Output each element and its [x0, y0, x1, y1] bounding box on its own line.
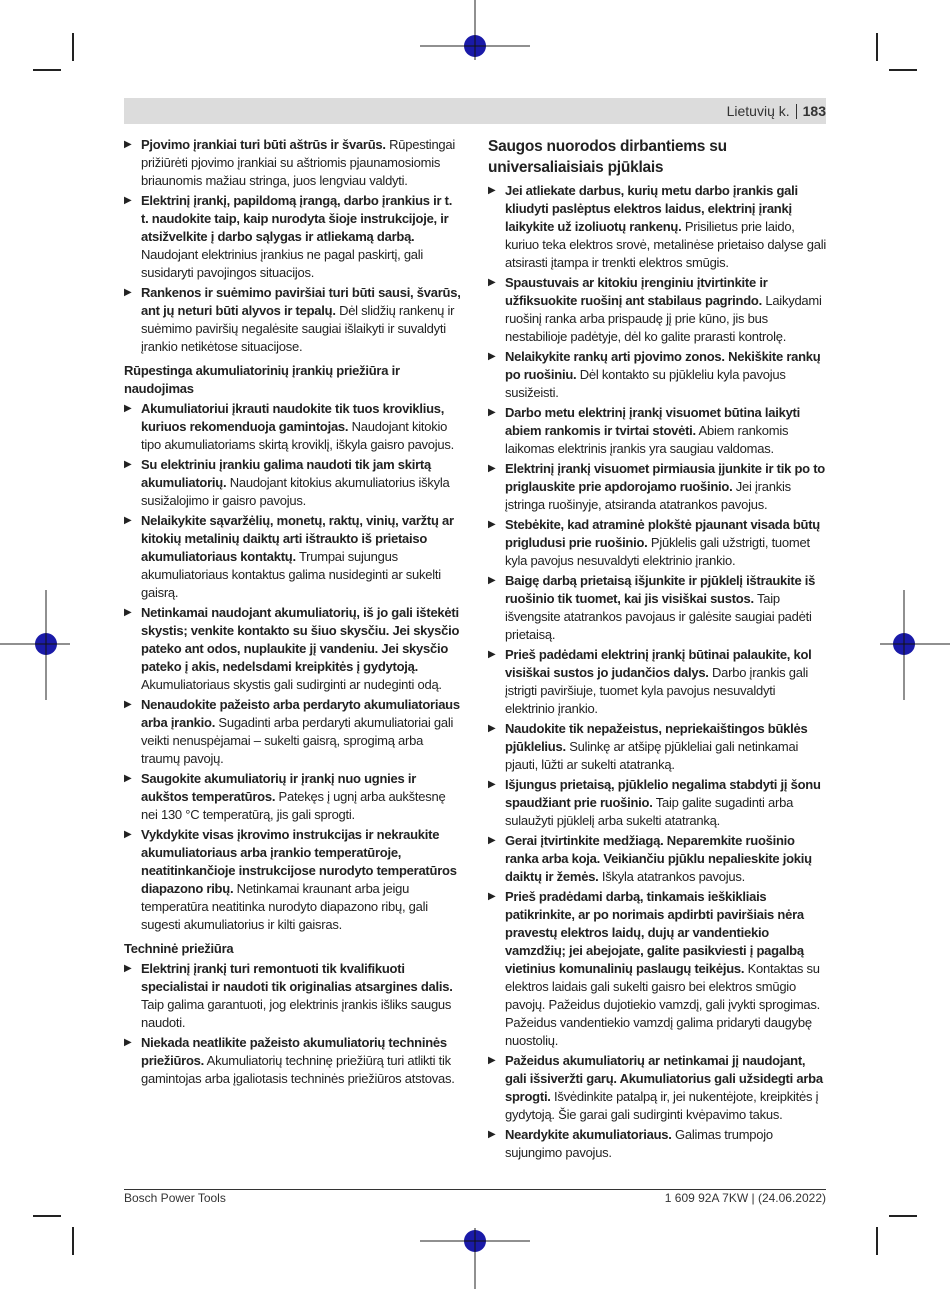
bullet-arrow-icon: ▶ [488, 1129, 496, 1140]
instruction-bold: Saugokite akumuliatorių ir įrankį nuo ugnies ir aukštos temperatūros. [141, 771, 417, 804]
safety-instruction [488, 832, 826, 886]
bullet-arrow-icon: ▶ [488, 649, 496, 660]
bullet-arrow-icon: ▶ [124, 139, 132, 150]
instruction-text: Dėl kontakto su pjūkleliu kyla pavojus susižeisti. [505, 367, 786, 400]
page-header [727, 98, 826, 124]
instruction-text: Prisilietus prie laido, kuriuo teka elektros srovė, metalinėse prietaiso dalyse gali atsirasti įtampa ir trenkti elektros smūgis. [505, 219, 827, 270]
safety-instruction [488, 1052, 826, 1124]
bullet-arrow-icon: ▶ [488, 277, 496, 288]
bullet-arrow-icon: ▶ [488, 779, 496, 790]
instruction-bold: Elektrinį įrankį, papildomą įrangą, darbo įrankius ir t. t. naudokite taip, kaip nurodyta šioje instrukcijoje, ir atsižvelkite į darbo sąlygas ir atliekamą darbą. [141, 193, 453, 244]
instruction-text: Naudojant kitokius akumuliatorius iškyla susižalojimo ir gaisro pavojus. [141, 475, 450, 508]
footer-document-id: 1 609 92A 7KW | (24.06.2022) [664, 1191, 826, 1205]
instruction-text: Abiem rankomis laikomas elektrinis įrankis yra saugiau valdomas. [505, 423, 789, 456]
instruction-text: Netinkamai kraunant arba jeigu temperatūra neatitinka nurodyto diapazono ribų, gali sugesti akumuliatorius ir kilti gaisras. [141, 881, 428, 932]
registration-mark-icon [420, 1228, 530, 1289]
registration-mark-icon [0, 590, 70, 700]
registration-mark-icon [420, 0, 530, 60]
instruction-text: Kontaktas su elektros laidais gali sukelti gaisro bei elektros smūgio pavojų. Pažeidus dujotiekio vamzdį, gali įvykti sprogimas. Pažeidus vandentiekio vamzdį galima pridaryti daugybę nuostolių. [505, 961, 820, 1048]
header-separator [796, 104, 797, 119]
instruction-text: Trumpai sujungus akumuliatoriaus kontaktus galima nusideginti ar sukelti gaisrą. [141, 549, 441, 600]
instruction-bold: Prieš padėdami elektrinį įrankį būtinai palaukite, kol visiškai sustos jo judančios dalys. [505, 647, 812, 680]
instruction-text: Galimas trumpojo sujungimo pavojus. [505, 1127, 773, 1160]
bullet-arrow-icon: ▶ [124, 1037, 132, 1048]
safety-instruction [124, 604, 462, 694]
instruction-bold: Darbo metu elektrinį įrankį visuomet būtina laikyti abiem rankomis ir tvirtai stovėti. [505, 405, 800, 438]
safety-instruction [124, 456, 462, 510]
instruction-bold: Nelaikykite rankų arti pjovimo zonos. Nekiškite rankų po ruošiniu. [505, 349, 821, 382]
safety-instruction [124, 400, 462, 454]
crop-mark [72, 33, 74, 61]
instruction-bold: Stebėkite, kad atraminė plokštė pjaunant visada būtų prigludusi prie ruošinio. [505, 517, 820, 550]
crop-mark [876, 1227, 878, 1255]
bullet-arrow-icon: ▶ [488, 723, 496, 734]
safety-instruction [488, 460, 826, 514]
crop-mark [33, 69, 61, 71]
footer-publisher: Bosch Power Tools [124, 1191, 226, 1205]
instruction-text: Taip išvengsite atatrankos pavojaus ir galėsite saugiai padėti prietaisą. [505, 591, 812, 642]
bullet-arrow-icon: ▶ [124, 287, 132, 298]
safety-instruction [124, 696, 462, 768]
safety-instruction [488, 776, 826, 830]
safety-instruction [488, 516, 826, 570]
bullet-arrow-icon: ▶ [124, 195, 132, 206]
instruction-text: Taip galima garantuoti, jog elektrinis įrankis išliks saugus naudoti. [141, 997, 452, 1030]
instruction-text: Taip galite sugadinti arba sulaužyti pjūklelį arba sukelti atatranką. [505, 795, 794, 828]
registration-mark-icon [880, 590, 950, 700]
safety-instruction [488, 274, 826, 346]
crop-mark [889, 69, 917, 71]
bullet-arrow-icon: ▶ [124, 699, 132, 710]
instruction-text: Iškyla atatrankos pavojus. [598, 869, 745, 884]
safety-instruction [488, 720, 826, 774]
safety-instruction [488, 404, 826, 458]
bullet-arrow-icon: ▶ [488, 351, 496, 362]
left-column [124, 136, 462, 1090]
instruction-bold: Neardykite akumuliatoriaus. [505, 1127, 672, 1142]
bullet-arrow-icon: ▶ [488, 185, 496, 196]
safety-instruction [124, 512, 462, 602]
crop-mark [72, 1227, 74, 1255]
crop-mark [33, 1215, 61, 1217]
bullet-arrow-icon: ▶ [124, 607, 132, 618]
safety-instruction [124, 960, 462, 1032]
bullet-arrow-icon: ▶ [124, 963, 132, 974]
safety-instruction [124, 136, 462, 190]
subsection-heading: Rūpestinga akumuliatorinių įrankių priežiūra ir naudojimas [124, 363, 400, 396]
safety-instruction [488, 1126, 826, 1162]
safety-instruction [124, 284, 462, 356]
bullet-arrow-icon: ▶ [124, 773, 132, 784]
section-title: Saugos nuorodos dirbantiems su universaliaisiais pjūklais [488, 138, 727, 176]
bullet-arrow-icon: ▶ [124, 829, 132, 840]
bullet-arrow-icon: ▶ [488, 835, 496, 846]
instruction-bold: Niekada neatlikite pažeisto akumuliatorių techninės priežiūros. [141, 1035, 447, 1068]
instruction-bold: Gerai įtvirtinkite medžiagą. Neparemkite ruošinio ranka arba koja. Veikiančiu pjūklu nepalieskite jokių daiktų ir žemės. [505, 833, 812, 884]
instruction-bold: Spaustuvais ar kitokiu įrenginiu įtvirtinkite ir užfiksuokite ruošinį ant stabilaus pagrindo. [505, 275, 768, 308]
instruction-text: Sulinkę ar atšipę pjūkleliai gali netinkamai pjauti, lūžti ar sukelti atatranką. [505, 739, 799, 772]
safety-instruction [488, 888, 826, 1050]
instruction-bold: Akumuliatoriui įkrauti naudokite tik tuos kroviklius, kuriuos rekomenduoja gamintojas. [141, 401, 445, 434]
instruction-text: Dėl slidžių rankenų ir suėmimo paviršių negalėsite saugiai išlaikyti ir suvaldyti įrankio netikėtose situacijose. [141, 303, 455, 354]
instruction-text: Patekęs į ugnį arba aukštesnę nei 130 °C temperatūrą, jis gali sprogti. [141, 789, 446, 822]
instruction-bold: Elektrinį įrankį visuomet pirmiausia įjunkite ir tik po to priglauskite prie apdorojamo ruošinio. [505, 461, 825, 494]
bullet-arrow-icon: ▶ [124, 515, 132, 526]
instruction-text: Akumuliatoriaus skystis gali sudirginti ar nudeginti odą. [141, 677, 442, 692]
safety-instruction [124, 1034, 462, 1088]
safety-instruction [124, 192, 462, 282]
instruction-text: Pjūklelis gali užstrigti, tuomet kyla pavojus nesuvaldyti elektrinio įrankio. [505, 535, 810, 568]
safety-instruction [124, 826, 462, 934]
instruction-bold: Pažeidus akumuliatorių ar netinkamai jį naudojant, gali išsiveržti garų. Akumuliatorius gali užsidegti arba sprogti. [505, 1053, 823, 1104]
right-column [488, 136, 826, 1164]
bullet-arrow-icon: ▶ [488, 575, 496, 586]
safety-instruction [488, 348, 826, 402]
instruction-bold: Jei atliekate darbus, kurių metu darbo įrankis gali kliudyti paslėptus elektros laidus, elektrinį įrankį laikykite už izoliuotų rankenų. [505, 183, 798, 234]
header-bar [124, 98, 826, 124]
instruction-text: Akumuliatorių techninę priežiūrą turi atlikti tik gamintojas arba įgaliotasis techninės priežiūros atstovas. [141, 1053, 455, 1086]
instruction-bold: Vykdykite visas įkrovimo instrukcijas ir nekraukite akumuliatoriaus arba įrankio temperatūroje, neatitinkančioje instrukcijose nurodyto temperatūros diapazono ribų. [141, 827, 457, 896]
instruction-bold: Elektrinį įrankį turi remontuoti tik kvalifikuoti specialistai ir naudoti tik originalias atsargines dalis. [141, 961, 453, 994]
instruction-text: Naudojant elektrinius įrankius ne pagal paskirtį, gali susidaryti pavojingos situacijos. [141, 247, 424, 280]
instruction-bold: Nelaikykite sąvaržėlių, monetų, raktų, vinių, varžtų ar kitokių metalinių daiktų arti ištraukto iš prietaiso akumuliatoriaus kontaktų. [141, 513, 454, 564]
instruction-text: Jei įrankis įstringa ruošinyje, atsiranda atatrankos pavojus. [505, 479, 791, 512]
bullet-arrow-icon: ▶ [488, 407, 496, 418]
instruction-text: Naudojant kitokio tipo akumuliatoriams skirtą kroviklį, iškyla gaisro pavojus. [141, 419, 455, 452]
instruction-bold: Pjovimo įrankiai turi būti aštrūs ir švarūs. [141, 137, 386, 152]
footer-rule [124, 1189, 826, 1190]
instruction-text: Sugadinti arba perdaryti akumuliatoriai gali veikti nenuspėjamai – sukelti gaisrą, sprogimą arba traumų pavojų. [141, 715, 454, 766]
instruction-bold: Naudokite tik nepažeistus, nepriekaištingos būklės pjūklelius. [505, 721, 808, 754]
instruction-bold: Su elektriniu įrankiu galima naudoti tik jam skirtą akumuliatorių. [141, 457, 431, 490]
instruction-text: Laikydami ruošinį ranka arba prispaudę jį prie kūno, jis bus nestabilioje padėtyje, dėl ko galite prarasti kontrolę. [505, 293, 822, 344]
instruction-bold: Netinkamai naudojant akumuliatorių, iš jo gali ištekėti skystis; venkite kontakto su šiuo skysčiu. Jei skysčio pateko ant odos, nuplaukite jį vandeniu. Jei skysčio pateko į akis, nedelsdami kreipkitės į gydytoją. [141, 605, 460, 674]
instruction-text: Išvėdinkite patalpą ir, jei nukentėjote, kreipkitės į gydytoją. Šie garai gali sudirginti kvėpavimo takus. [505, 1089, 819, 1122]
safety-instruction [124, 770, 462, 824]
bullet-arrow-icon: ▶ [124, 459, 132, 470]
instruction-bold: Nenaudokite pažeisto arba perdaryto akumuliatoriaus arba įrankio. [141, 697, 460, 730]
page-number: 183 [802, 103, 826, 119]
instruction-bold: Baigę darbą prietaisą išjunkite ir pjūklelį ištraukite iš ruošinio tik tuomet, kai jis visiškai sustos. [505, 573, 816, 606]
header-language: Lietuvių k. [726, 103, 790, 119]
instruction-text: Rūpestingai prižiūrėti pjovimo įrankiai su aštriomis pjaunamosiomis briaunomis mažiau stringa, juos lengviau valdyti. [141, 137, 456, 188]
instruction-bold: Rankenos ir suėmimo paviršiai turi būti sausi, švarūs, ant jų neturi būti alyvos ir tepalų. [141, 285, 461, 318]
instruction-bold: Išjungus prietaisą, pjūklelio negalima stabdyti jį šonu spaudžiant prie ruošinio. [505, 777, 821, 810]
instruction-bold: Prieš pradėdami darbą, tinkamais ieškikliais patikrinkite, ar po norimais apdirbti paviršiais nėra pravestų elektros laidų, dujų ar vandentiekio vamzdžių; jei abejojate, galite pasikviesti į pagalbą vietinius komunalinių paslaugų teikėjus. [505, 889, 804, 976]
instruction-text: Darbo įrankis gali įstrigti paviršiuje, tuomet kyla pavojus nesuvaldyti elektrinio įrankio. [505, 665, 808, 716]
safety-instruction [488, 646, 826, 718]
bullet-arrow-icon: ▶ [488, 463, 496, 474]
bullet-arrow-icon: ▶ [124, 403, 132, 414]
safety-instruction [488, 572, 826, 644]
crop-mark [889, 1215, 917, 1217]
safety-instruction [488, 182, 826, 272]
subsection-heading: Techninė priežiūra [124, 941, 234, 956]
bullet-arrow-icon: ▶ [488, 519, 496, 530]
bullet-arrow-icon: ▶ [488, 1055, 496, 1066]
crop-mark [876, 33, 878, 61]
bullet-arrow-icon: ▶ [488, 891, 496, 902]
